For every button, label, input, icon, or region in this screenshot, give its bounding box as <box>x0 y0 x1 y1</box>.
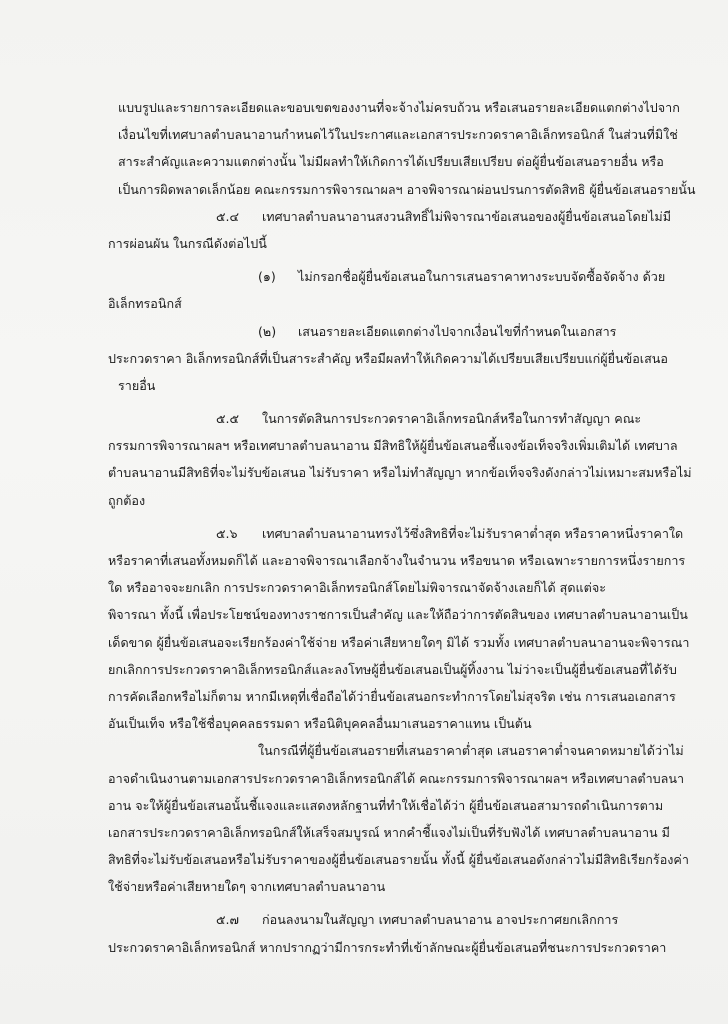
text-line: แบบรูปและรายการละเอียดและขอบเขตของงานที่จะจ้างไม่ครบถ้วน หรือเสนอรายละเอียดแตกต่างไปจาก <box>118 100 680 115</box>
text-line: ประกวดราคาอิเล็กทรอนิกส์ หากปรากฏว่ามีการกระทำที่เข้าลักษณะผู้ยื่นข้อเสนอที่ชนะการประกวดราคา <box>108 939 667 955</box>
text-line: ใช้จ่ายหรือค่าเสียหายใดๆ จากเทศบาลตำบลนาอาน <box>108 879 386 895</box>
section-number: ๕.๔ <box>216 208 240 224</box>
section-5-6-heading-line <box>108 520 684 547</box>
section-text: ในการตัดสินการประกวดราคาอิเล็กทรอนิกส์หรือในการทำสัญญา คณะ <box>262 411 642 427</box>
item-1-line <box>108 263 666 290</box>
item-number: (๒) <box>258 323 277 339</box>
text-line: การผ่อนผัน ในกรณีดังต่อไปนี้ <box>108 235 267 251</box>
section-text: ก่อนลงนามในสัญญา เทศบาลตำบลนาอาน อาจประกาศยกเลิกการ <box>262 912 619 928</box>
text-line: รายอื่น <box>118 377 156 393</box>
item-text: เสนอรายละเอียดแตกต่างไปจากเงื่อนไขที่กำหนดในเอกสาร <box>298 323 617 339</box>
document-body <box>108 94 696 961</box>
paragraph-start-line: ในกรณีที่ผู้ยื่นข้อเสนอรายที่เสนอราคาต่ำสุด เสนอราคาต่ำจนคาดหมายได้ว่าไม่ <box>258 743 684 759</box>
text-line: หรือราคาที่เสนอทั้งหมดก็ได้ และอาจพิจารณาเลือกจ้างในจำนวน หรือขนาด หรือเฉพาะรายการหนึ่งรายการ <box>108 553 686 568</box>
item-text: ไม่กรอกชื่อผู้ยื่นข้อเสนอในการเสนอราคาทางระบบจัดซื้อจัดจ้าง ด้วย <box>298 269 666 285</box>
section-text: เทศบาลตำบลนาอานสงวนสิทธิ์ไม่พิจารณาข้อเสนอของผู้ยื่นข้อเสนอโดยไม่มี <box>262 208 671 224</box>
section-5-7-heading-line <box>108 906 630 933</box>
section-number: ๕.๕ <box>216 411 240 427</box>
text-line: เป็นการผิดพลาดเล็กน้อย คณะกรรมการพิจารณาผลฯ อาจพิจารณาผ่อนปรนการตัดสิทธิ ผู้ยื่นข้อเสนอรายนั้น <box>118 181 696 197</box>
text-line: เอกสารประกวดราคาอิเล็กทรอนิกส์ให้เสร็จสมบูรณ์ หากคำชี้แจงไม่เป็นที่รับฟังได้ เทศบาลตำบลนาอาน มี <box>108 824 670 840</box>
text-line: ถูกต้อง <box>108 492 146 508</box>
text-line: ใด หรืออาจจะยกเลิก การประกวดราคาอิเล็กทรอนิกส์โดยไม่พิจารณาจัดจ้างเลยก็ได้ สุดแต่จะ <box>108 580 606 596</box>
text-line: ยกเลิกการประกวดราคาอิเล็กทรอนิกส์และลงโทษผู้ยื่นข้อเสนอเป็นผู้ทิ้งงาน ไม่ว่าจะเป็นผู้ยื่นข้อเสนอที่ได้รับ <box>108 661 677 677</box>
section-5-4-heading-line <box>108 203 671 230</box>
text-line: ประกวดราคา อิเล็กทรอนิกส์ที่เป็นสาระสำคัญ หรือมีผลทำให้เกิดความได้เปรียบเสียเปรียบแก่ผู้ยื่นข้อเสนอ <box>108 350 668 366</box>
section-5-5-heading-line <box>108 405 642 432</box>
text-line: สิทธิที่จะไม่รับข้อเสนอหรือไม่รับราคาของผู้ยื่นข้อเสนอรายนั้น ทั้งนี้ ผู้ยื่นข้อเสนอดังกล่าวไม่มีสิทธิเรียกร้องค่า <box>108 852 689 868</box>
text-line: อิเล็กทรอนิกส์ <box>108 296 182 312</box>
text-line: อาจดำเนินงานตามเอกสารประกวดราคาอิเล็กทรอนิกส์ได้ คณะกรรมการพิจารณาผลฯ หรือเทศบาลตำบลนา <box>108 770 685 786</box>
text-line: การคัดเลือกหรือไม่ก็ตาม หากมีเหตุที่เชื่อถือได้ว่ายื่นข้อเสนอกระทำการโดยไม่สุจริต เช่น การเสนอเอกสาร <box>108 688 676 704</box>
section-number: ๕.๖ <box>216 525 238 541</box>
text-line: เงื่อนไขที่เทศบาลตำบลนาอานกำหนดไว้ในประกาศและเอกสารประกวดราคาอิเล็กทรอนิกส์ ในส่วนที่มิใช่ <box>118 127 678 143</box>
item-number: (๑) <box>258 269 276 285</box>
text-line: เด็ดขาด ผู้ยื่นข้อเสนอจะเรียกร้องค่าใช้จ่าย หรือค่าเสียหายใดๆ มิได้ รวมทั้ง เทศบาลตำบลนาอานจะพิจารณา <box>108 634 690 650</box>
text-line: อันเป็นเท็จ หรือใช้ชื่อบุคคลธรรมดา หรือนิติบุคคลอื่นมาเสนอราคาแทน เป็นต้น <box>108 716 532 732</box>
item-2-line <box>108 318 630 345</box>
text-line: กรรมการพิจารณาผลฯ หรือเทศบาลตำบลนาอาน มีสิทธิให้ผู้ยื่นข้อเสนอชี้แจงข้อเท็จจริงเพิ่มเติมได้ เทศบาล <box>108 438 678 454</box>
text-line: ตำบลนาอานมีสิทธิที่จะไม่รับข้อเสนอ ไม่รับราคา หรือไม่ทำสัญญา หากข้อเท็จจริงดังกล่าวไม่เหมาะสมหรือไม่ <box>108 465 692 481</box>
section-text: เทศบาลตำบลนาอานทรงไว้ซึ่งสิทธิที่จะไม่รับราคาต่ำสุด หรือราคาหนึ่งราคาใด <box>262 525 684 541</box>
text-line: พิจารณา ทั้งนี้ เพื่อประโยชน์ของทางราชการเป็นสำคัญ และให้ถือว่าการตัดสินของ เทศบาลตำบลนาอานเป็น <box>108 607 688 623</box>
text-line: อาน จะให้ผู้ยื่นข้อเสนอนั้นชี้แจงและแสดงหลักฐานที่ทำให้เชื่อได้ว่า ผู้ยื่นข้อเสนอสามารถดำเนินการตาม <box>108 797 664 813</box>
section-number: ๕.๗ <box>216 912 240 928</box>
text-line: สาระสำคัญและความแตกต่างนั้น ไม่มีผลทำให้เกิดการได้เปรียบเสียเปรียบ ต่อผู้ยื่นข้อเสนอรายอื่น หรือ <box>118 154 664 170</box>
